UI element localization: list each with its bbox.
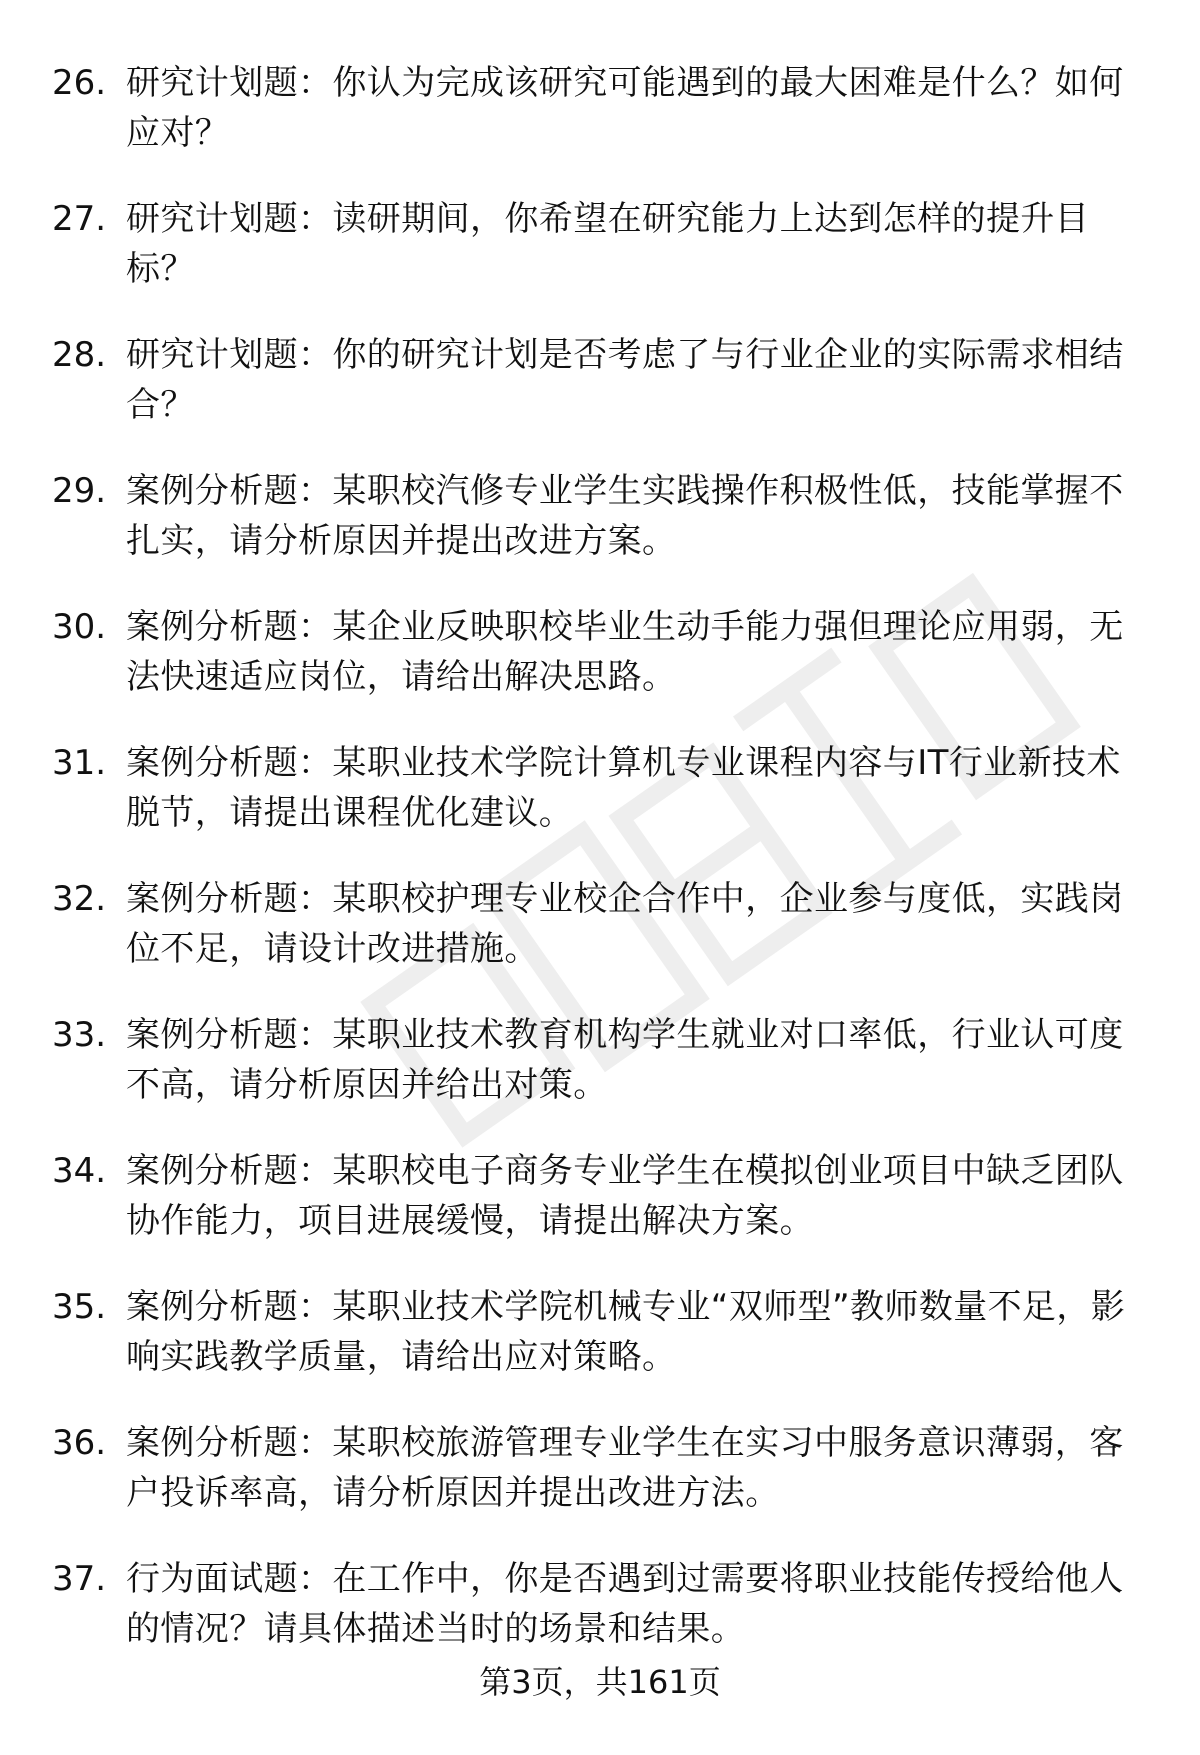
question-text: 行为面试题：在工作中，你是否遇到过需要将职业技能传授给他人的情况？请具体描述当时的场景和结果。 <box>126 1559 1124 1649</box>
question-number: 32. <box>52 879 107 919</box>
question-number: 27. <box>52 199 107 239</box>
question-number: 30. <box>52 607 107 647</box>
question-text: 案例分析题：某职校旅游管理专业学生在实习中服务意识薄弱，客户投诉率高，请分析原因并提出改进方法。 <box>126 1423 1124 1513</box>
question-text: 案例分析题：某职校汽修专业学生实践操作积极性低，技能掌握不扎实，请分析原因并提出改进方案。 <box>126 471 1124 561</box>
question-item <box>52 1146 1152 1282</box>
question-number: 28. <box>52 335 107 375</box>
question-text: 案例分析题：某企业反映职校毕业生动手能力强但理论应用弱，无法快速适应岗位，请给出解决思路。 <box>126 607 1124 697</box>
question-number: 34. <box>52 1151 107 1191</box>
question-item <box>52 738 1152 874</box>
page-number-footer: 第3页，共161页 <box>479 1663 721 1701</box>
question-number: 29. <box>52 471 107 511</box>
question-item <box>52 194 1152 330</box>
question-text: 研究计划题：你的研究计划是否考虑了与行业企业的实际需求相结合？ <box>126 335 1124 425</box>
question-item <box>52 1282 1152 1418</box>
question-text: 案例分析题：某职业技术学院机械专业“双师型”教师数量不足，影响实践教学质量，请给出应对策略。 <box>126 1287 1126 1377</box>
question-number: 31. <box>52 743 107 783</box>
question-text: 案例分析题：某职校护理专业校企合作中，企业参与度低，实践岗位不足，请设计改进措施。 <box>126 879 1124 969</box>
question-item <box>52 602 1152 738</box>
question-number: 33. <box>52 1015 107 1055</box>
question-number: 37. <box>52 1559 107 1599</box>
question-text: 研究计划题：读研期间，你希望在研究能力上达到怎样的提升目标？ <box>126 199 1090 289</box>
question-item <box>52 1010 1152 1146</box>
question-item <box>52 874 1152 1010</box>
question-text: 案例分析题：某职校电子商务专业学生在模拟创业项目中缺乏团队协作能力，项目进展缓慢，请提出解决方案。 <box>126 1151 1124 1241</box>
question-number: 26. <box>52 63 107 103</box>
question-item <box>52 330 1152 466</box>
question-text: 案例分析题：某职业技术学院计算机专业课程内容与IT行业新技术脱节，请提出课程优化建议。 <box>126 743 1121 833</box>
question-item <box>52 58 1152 194</box>
question-number: 35. <box>52 1287 107 1327</box>
question-item <box>52 1418 1152 1554</box>
question-text: 案例分析题：某职业技术教育机构学生就业对口率低，行业认可度不高，请分析原因并给出对策。 <box>126 1015 1124 1105</box>
question-text: 研究计划题：你认为完成该研究可能遇到的最大困难是什么？如何应对？ <box>126 63 1124 153</box>
question-item <box>52 466 1152 602</box>
question-number: 36. <box>52 1423 107 1463</box>
question-list <box>52 58 1152 1690</box>
